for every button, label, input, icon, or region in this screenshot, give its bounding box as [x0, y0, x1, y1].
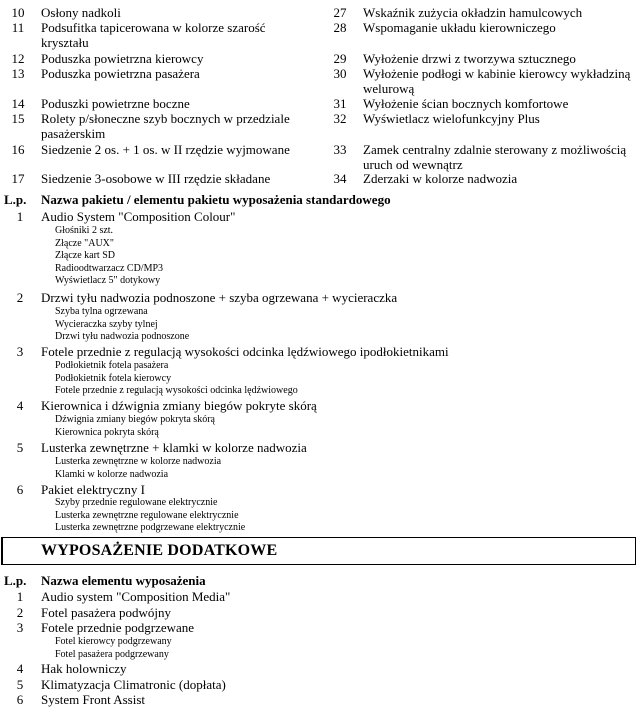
package-title: Fotele przednie z regulacją wysokości odcinka lędźwiowego ipodłokietnikami — [41, 344, 449, 359]
package-element: Kierownica pokryta skórą — [55, 426, 159, 438]
package-element: Wyświetlacz 5" dotykowy — [55, 275, 161, 286]
package-element: Drzwi tyłu nadwozia podnoszone — [55, 331, 190, 342]
item-text: Siedzenie 3-osobowe w III rzędzie składane — [41, 171, 271, 186]
item-text: Wskaźnik zużycia okładzin hamulcowych — [363, 5, 583, 20]
item-number: 29 — [333, 51, 347, 66]
package-element: Podłokietnik fotela pasażera — [55, 360, 169, 371]
extra-lp-header: L.p. — [4, 573, 27, 588]
package-element: Klamki w kolorze nadwozia — [55, 468, 169, 480]
item-number: 13 — [11, 66, 25, 81]
extra-item-title: Audio system "Composition Media" — [41, 589, 231, 604]
extra-item-title: System Front Assist — [41, 692, 146, 707]
extra-item-element: Fotel kierowcy podgrzewany — [55, 636, 172, 647]
item-number: 17 — [11, 171, 25, 186]
package-element: Głośniki 2 szt. — [55, 225, 114, 236]
package-element: Dźwignia zmiany biegów pokryta skórą — [55, 414, 215, 425]
item-text: Osłony nadkoli — [41, 5, 121, 20]
item-number: 28 — [333, 20, 347, 35]
packages-title-header: Nazwa pakietu / elementu pakietu wyposażenia standardowego — [41, 192, 391, 207]
extra-item-number: 5 — [16, 677, 24, 692]
item-number: 32 — [333, 111, 347, 126]
item-text: Poduszka powietrzna pasażera — [41, 66, 200, 81]
package-element: Lusterka zewnętrzne w kolorze nadwozia — [55, 456, 222, 467]
package-element: Radioodtwarzacz CD/MP3 — [55, 262, 164, 274]
package-number: 2 — [16, 290, 24, 305]
package-number: 3 — [16, 344, 24, 359]
item-number: 16 — [11, 142, 25, 157]
item-text: Siedzenie 2 os. + 1 os. w II rzędzie wyjmowane — [41, 142, 290, 157]
item-number: 15 — [11, 111, 25, 126]
item-number: 33 — [333, 142, 347, 157]
item-number: 27 — [333, 5, 347, 20]
extra-item-number: 2 — [16, 605, 24, 620]
extra-item-title: Klimatyzacja Climatronic (dopłata) — [41, 677, 226, 692]
package-element: Lusterka zewnętrzne regulowane elektrycznie — [55, 509, 239, 521]
item-text: Poduszki powietrzne boczne — [41, 96, 190, 111]
item-text: Wspomaganie układu kierowniczego — [363, 20, 556, 35]
item-number: 30 — [333, 66, 347, 81]
extra-item-title: Fotele przednie podgrzewane — [41, 620, 195, 635]
item-number: 10 — [11, 5, 25, 20]
item-number: 11 — [11, 20, 25, 35]
item-number: 14 — [11, 96, 25, 111]
package-number: 1 — [16, 209, 24, 224]
item-number: 12 — [11, 51, 25, 66]
package-element: Złącze kart SD — [55, 250, 115, 261]
extra-item-number: 4 — [16, 661, 24, 676]
package-element: Fotele przednie z regulacją wysokości odcinka lędźwiowego — [55, 385, 298, 396]
item-text: Rolety p/słoneczne szyb bocznych w przedziale pasażerskim — [41, 111, 290, 141]
item-text: Poduszka powietrzna kierowcy — [41, 51, 204, 66]
extra-equipment-section-box — [1, 537, 636, 565]
package-title: Pakiet elektryczny I — [41, 482, 145, 497]
item-text: Wyświetlacz wielofunkcyjny Plus — [363, 111, 540, 126]
package-number: 5 — [16, 440, 24, 455]
extra-item-number: 3 — [16, 620, 24, 635]
item-text: Wyłożenie ścian bocznych komfortowe — [363, 96, 569, 111]
package-element: Złącze "AUX" — [55, 237, 114, 249]
extra-item-number: 1 — [16, 589, 24, 604]
item-text: Wyłożenie podłogi w kabinie kierowcy wykładziną welurową — [363, 66, 631, 96]
extra-item-element: Fotel pasażera podgrzewany — [55, 648, 169, 660]
item-text: Zderzaki w kolorze nadwozia — [363, 171, 518, 186]
package-title: Lusterka zewnętrzne + klamki w kolorze nadwozia — [41, 440, 307, 455]
item-text: Podsufitka tapicerowana w kolorze szarość kryształu — [41, 20, 266, 50]
extra-item-number: 6 — [16, 692, 24, 707]
package-title: Audio System "Composition Colour" — [41, 209, 236, 224]
extra-title-header: Nazwa elementu wyposażenia — [41, 573, 206, 588]
package-title: Kierownica i dźwignia zmiany biegów pokryte skórą — [41, 398, 317, 413]
extra-item-title: Fotel pasażera podwójny — [41, 605, 171, 620]
package-element: Wycieraczka szyby tylnej — [55, 318, 158, 330]
package-element: Szyba tylna ogrzewana — [55, 306, 148, 317]
package-number: 6 — [16, 482, 24, 497]
package-element: Podłokietnik fotela kierowcy — [55, 372, 172, 384]
extra-equipment-section-title: WYPOSAŻENIE DODATKOWE — [41, 542, 278, 559]
item-number: 31 — [333, 96, 347, 111]
item-number: 34 — [333, 171, 347, 186]
packages-lp-header: L.p. — [4, 192, 27, 207]
package-element: Lusterka zewnętrzne podgrzewane elektrycznie — [55, 522, 246, 533]
item-text: Wyłożenie drzwi z tworzywa sztucznego — [363, 51, 576, 66]
item-text: Zamek centralny zdalnie sterowany z możliwością uruch od wewnątrz — [363, 142, 627, 172]
package-title: Drzwi tyłu nadwozia podnoszone + szyba ogrzewana + wycieraczka — [41, 290, 398, 305]
package-number: 4 — [16, 398, 24, 413]
extra-item-title: Hak holowniczy — [41, 661, 127, 676]
package-element: Szyby przednie regulowane elektrycznie — [55, 497, 218, 508]
